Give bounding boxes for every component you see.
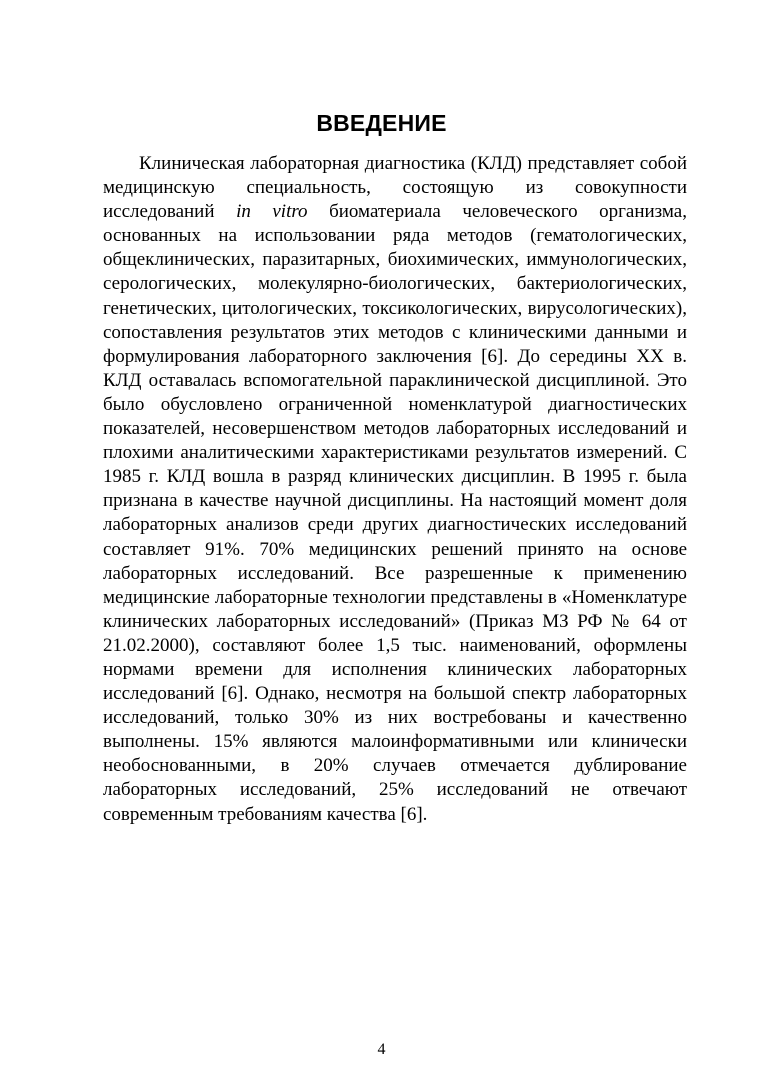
paragraph-italic-term: in vitro (236, 201, 308, 223)
paragraph-text-part1: Клиническая лабораторная диагностика (КЛД) представляет собой медицинскую специальность, состоящую из совокупности исследований (103, 153, 687, 223)
page-title: ВВЕДЕНИЕ (316, 110, 447, 136)
body-paragraph (103, 152, 687, 827)
page-number: 4 (377, 1041, 386, 1058)
paragraph-text-part2: биоматериала человеческого организма, основанных на использовании ряда методов (гематологических, общеклинических, паразитарных, биохимических, иммунологических, серологических, молекулярно-биологических, бактериологических, генетических, цитологических, токсикологических, вирусологических), сопоставления результатов этих методов с клиническими данными и формулирования лабораторного заключения [6]. До середины XX в. КЛД оставалась вспомогательной параклинической дисциплиной. Это было обусловлено ограниченной номенклатурой диагностических показателей, несовершенством методов лабораторных исследований и плохими аналитическими характеристиками результатов измерений. С 1985 г. КЛД вошла в разряд клинических дисциплин. В 1995 г. была признана в качестве научной дисциплины. На настоящий момент доля лабораторных анализов среди других диагностических исследований составляет 91%. 70% медицинских решений принято на основе лабораторных исследований. Все разрешенные к применению медицинские лабораторные технологии представлены в «Номенклатуре клинических лабораторных исследований» (Приказ МЗ РФ № 64 от 21.02.2000), составляют более 1,5 тыс. наименований, оформлены нормами времени для исполнения клинических лабораторных исследований [6]. Однако, несмотря на большой спектр лабораторных исследований, только 30% из них востребованы и качественно выполнены. 15% являются малоинформативными или клинически необоснованными, в 20% случаев отмечается дублирование лабораторных исследований, 25% исследований не отвечают современным требованиям качества [6]. (103, 201, 687, 825)
